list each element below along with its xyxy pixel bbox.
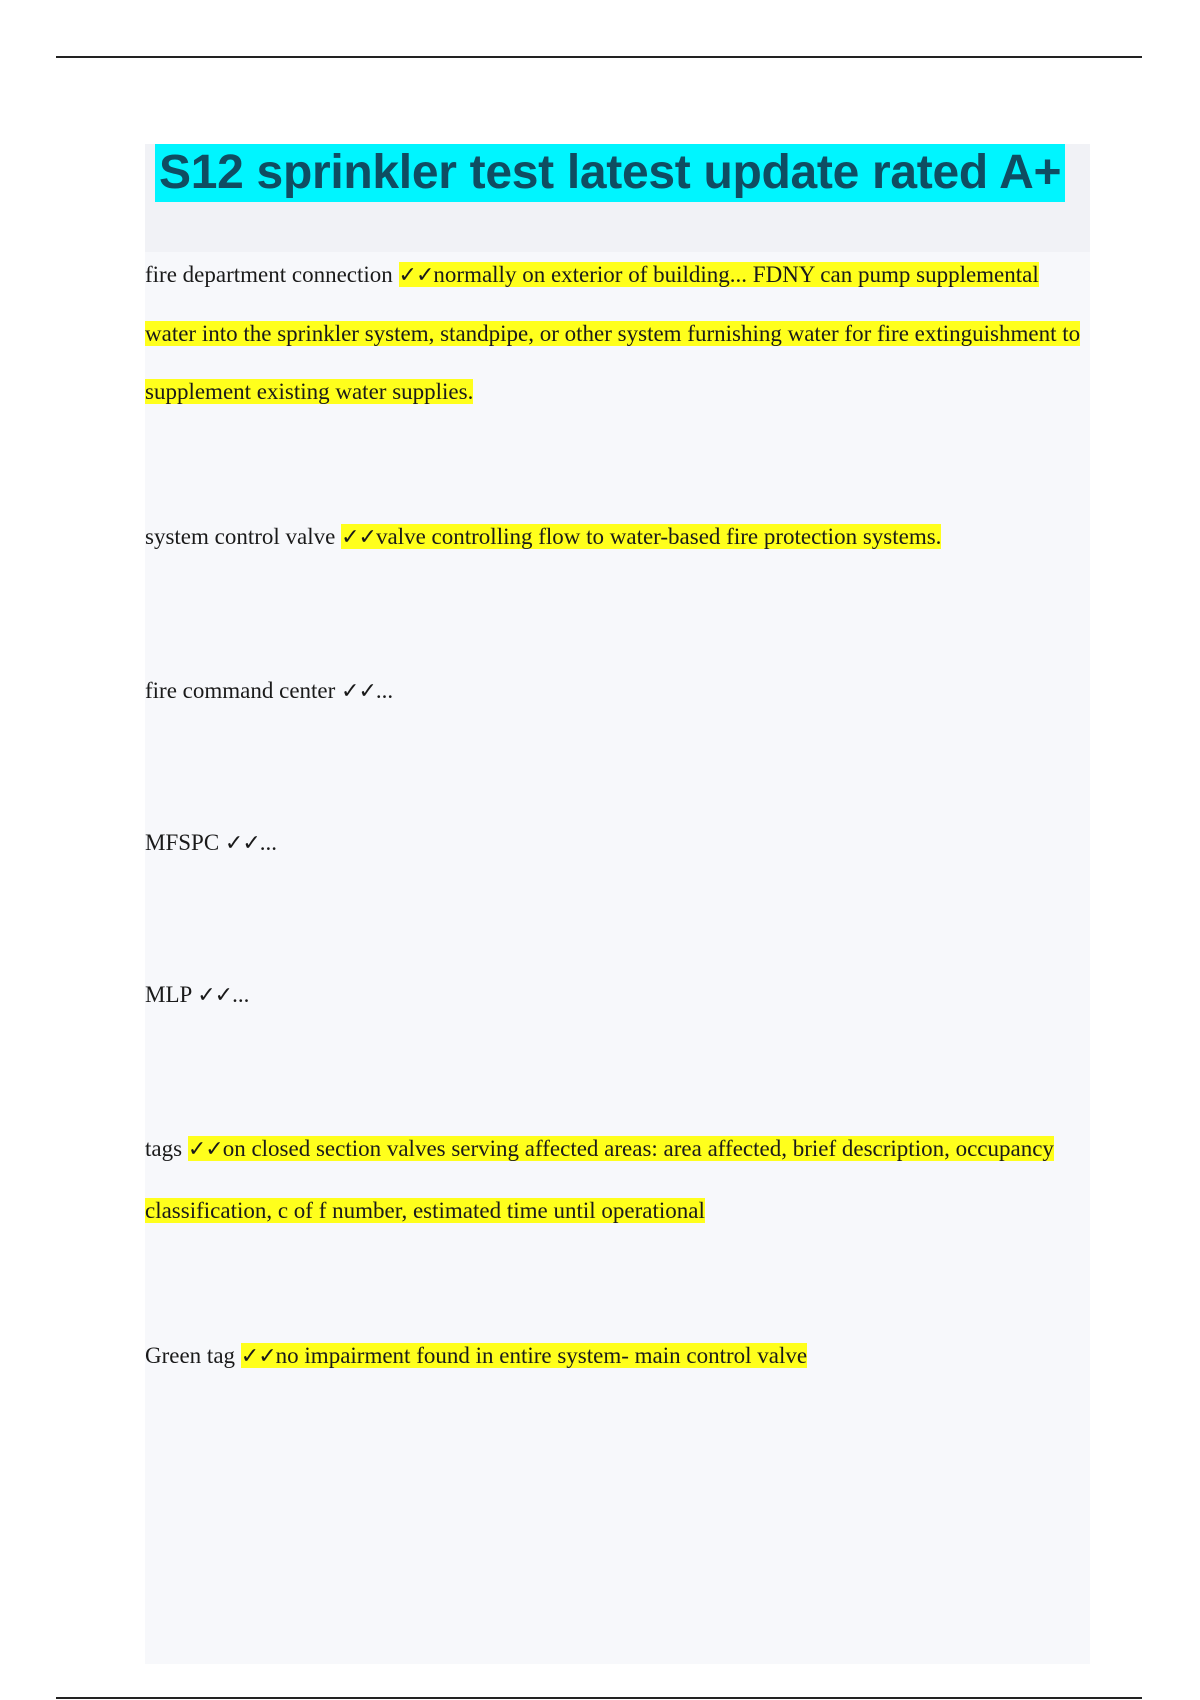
bottom-rule — [56, 1697, 1142, 1699]
entry-term: system control valve — [145, 524, 336, 549]
entry-system-control-valve — [145, 508, 1090, 567]
checkmark-icon: ✓✓ — [240, 1344, 276, 1369]
entry-term: MFSPC — [145, 830, 220, 855]
entry-term: fire department connection — [145, 262, 393, 287]
entry-mfspc — [145, 814, 1090, 873]
entry-definition: ... — [232, 982, 250, 1007]
entry-definition: valve controlling flow to water-based fire protection systems. — [375, 524, 942, 549]
top-rule — [56, 56, 1142, 58]
entry-fire-department-connection — [145, 246, 1090, 421]
checkmark-icon: ✓✓ — [197, 983, 233, 1008]
entry-definition: ... — [259, 830, 278, 855]
entry-term: fire command center — [145, 678, 336, 703]
document-title: S12 sprinkler test latest update rated A+ — [155, 144, 1065, 202]
entry-definition: normally on exterior of building... FDNY can pump supplemental water into the sprinkler system, standpipe, or other system furnishing water for fire extinguishment to supplement existing water supplies. — [145, 262, 1081, 404]
entry-term: tags — [145, 1136, 183, 1161]
entry-definition: ... — [375, 678, 394, 703]
entry-green-tag — [145, 1327, 1090, 1386]
title-block — [145, 144, 1090, 252]
document-body — [145, 144, 1090, 1664]
checkmark-icon: ✓✓ — [341, 679, 376, 704]
entry-term: MLP — [145, 982, 192, 1007]
entry-term: Green tag — [145, 1343, 236, 1368]
checkmark-icon: ✓✓ — [224, 831, 260, 856]
entry-mlp — [145, 966, 1090, 1025]
checkmark-icon: ✓✓ — [187, 1137, 223, 1162]
checkmark-icon: ✓✓ — [341, 525, 376, 550]
entry-definition: on closed section valves serving affected areas: area affected, brief description, occupancy classification, c of f number, estimated time until operational — [145, 1136, 1054, 1223]
entry-fire-command-center — [145, 662, 1090, 721]
checkmark-icon: ✓✓ — [398, 263, 434, 288]
entry-definition: no impairment found in entire system- main control valve — [275, 1343, 808, 1368]
entry-tags — [145, 1118, 1090, 1241]
